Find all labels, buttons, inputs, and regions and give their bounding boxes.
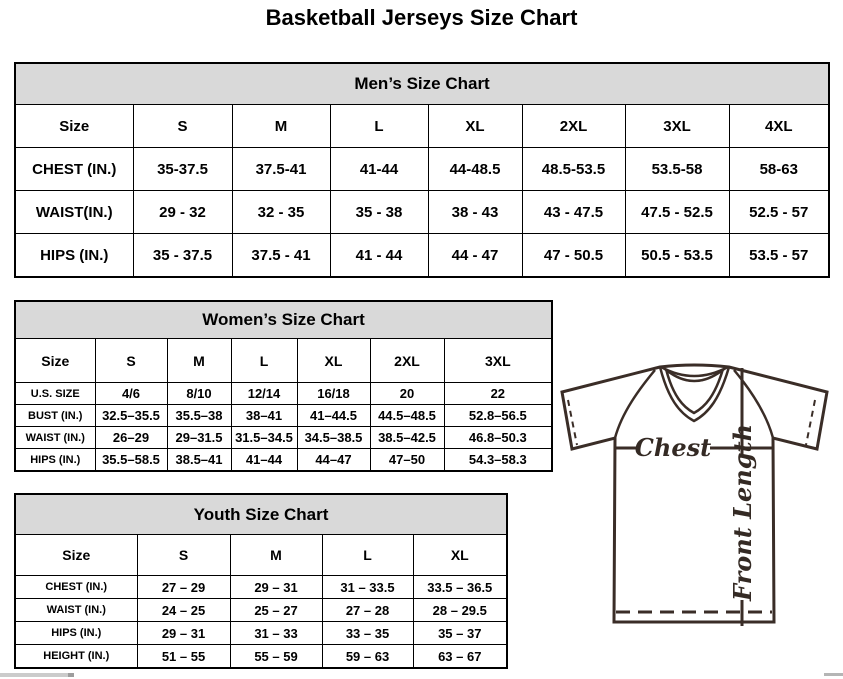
size-column-label: Size	[15, 535, 137, 576]
cell: 37.5-41	[232, 148, 330, 191]
cell: 50.5 - 53.5	[625, 234, 729, 278]
youth-size-table	[14, 493, 508, 669]
cell: 12/14	[231, 383, 297, 405]
cell: 53.5-58	[625, 148, 729, 191]
cell: 35 - 38	[330, 191, 428, 234]
col-header-4xl: 4XL	[729, 105, 829, 148]
cell: 31.5–34.5	[231, 427, 297, 449]
scrollbar-fragment-right	[824, 673, 843, 676]
cell: 38.5–41	[167, 449, 231, 472]
cell: 27 – 28	[322, 599, 413, 622]
cell: 29 – 31	[230, 576, 322, 599]
col-header-xl: XL	[297, 339, 370, 383]
cell: 8/10	[167, 383, 231, 405]
table-row	[15, 449, 552, 472]
col-header-3xl: 3XL	[625, 105, 729, 148]
cell: 48.5-53.5	[522, 148, 625, 191]
cell: 44-48.5	[428, 148, 522, 191]
col-header-s: S	[137, 535, 230, 576]
table-header-row	[15, 494, 507, 535]
cell: 26–29	[95, 427, 167, 449]
cell: 35 – 37	[413, 622, 507, 645]
col-header-3xl: 3XL	[444, 339, 552, 383]
col-header-m: M	[230, 535, 322, 576]
cell: 41-44	[330, 148, 428, 191]
col-header-2xl: 2XL	[522, 105, 625, 148]
cell: 51 – 55	[137, 645, 230, 669]
cell: 27 – 29	[137, 576, 230, 599]
mens-size-table	[14, 62, 830, 278]
mens-table-title: Men’s Size Chart	[15, 63, 829, 105]
horizontal-scrollbar-thumb-end[interactable]	[68, 673, 74, 677]
table-row	[15, 427, 552, 449]
cell: 22	[444, 383, 552, 405]
cell: 46.8–50.3	[444, 427, 552, 449]
cell: 25 – 27	[230, 599, 322, 622]
row-label-waist: WAIST(IN.)	[15, 191, 133, 234]
cell: 35.5–38	[167, 405, 231, 427]
cell: 44.5–48.5	[370, 405, 444, 427]
row-label-hips: HIPS (IN.)	[15, 449, 95, 472]
table-row	[15, 148, 829, 191]
cell: 54.3–58.3	[444, 449, 552, 472]
cell: 43 - 47.5	[522, 191, 625, 234]
row-label-bust: BUST (IN.)	[15, 405, 95, 427]
youth-size-header-row	[15, 535, 507, 576]
cell: 35 - 37.5	[133, 234, 232, 278]
table-row	[15, 599, 507, 622]
col-header-l: L	[330, 105, 428, 148]
cell: 32.5–35.5	[95, 405, 167, 427]
cell: 58-63	[729, 148, 829, 191]
cell: 32 - 35	[232, 191, 330, 234]
cell: 59 – 63	[322, 645, 413, 669]
cell: 44–47	[297, 449, 370, 472]
cell: 31 – 33.5	[322, 576, 413, 599]
row-label-hips: HIPS (IN.)	[15, 234, 133, 278]
cell: 37.5 - 41	[232, 234, 330, 278]
cell: 55 – 59	[230, 645, 322, 669]
table-row	[15, 576, 507, 599]
horizontal-scrollbar-thumb[interactable]	[0, 673, 68, 677]
cell: 29 – 31	[137, 622, 230, 645]
cell: 28 – 29.5	[413, 599, 507, 622]
cell: 20	[370, 383, 444, 405]
jersey-measurement-diagram-icon	[552, 360, 832, 660]
cell: 41–44.5	[297, 405, 370, 427]
size-column-label: Size	[15, 339, 95, 383]
cell: 4/6	[95, 383, 167, 405]
jersey-outline	[562, 365, 827, 622]
row-label-height: HEIGHT (IN.)	[15, 645, 137, 669]
table-row	[15, 622, 507, 645]
page-title: Basketball Jerseys Size Chart	[265, 5, 578, 30]
cell: 41 - 44	[330, 234, 428, 278]
size-column-label: Size	[15, 105, 133, 148]
table-header-row	[15, 301, 552, 339]
cell: 33.5 – 36.5	[413, 576, 507, 599]
cell: 35-37.5	[133, 148, 232, 191]
mens-size-header-row	[15, 105, 829, 148]
row-label-waist: WAIST (IN.)	[15, 599, 137, 622]
womens-size-table	[14, 300, 553, 472]
cell: 41–44	[231, 449, 297, 472]
col-header-xl: XL	[428, 105, 522, 148]
cell: 38–41	[231, 405, 297, 427]
cell: 47 - 50.5	[522, 234, 625, 278]
table-row	[15, 383, 552, 405]
cell: 38 - 43	[428, 191, 522, 234]
front-length-label: Front Length	[728, 423, 757, 601]
table-row	[15, 405, 552, 427]
cell: 31 – 33	[230, 622, 322, 645]
womens-size-header-row	[15, 339, 552, 383]
row-label-hips: HIPS (IN.)	[15, 622, 137, 645]
cell: 34.5–38.5	[297, 427, 370, 449]
col-header-m: M	[232, 105, 330, 148]
cell: 63 – 67	[413, 645, 507, 669]
table-row	[15, 234, 829, 278]
cell: 47.5 - 52.5	[625, 191, 729, 234]
womens-table-title: Women’s Size Chart	[15, 301, 552, 339]
col-header-l: L	[231, 339, 297, 383]
cell: 29–31.5	[167, 427, 231, 449]
cell: 38.5–42.5	[370, 427, 444, 449]
chest-label: Chest	[634, 433, 712, 462]
col-header-s: S	[133, 105, 232, 148]
col-header-m: M	[167, 339, 231, 383]
row-label-us-size: U.S. SIZE	[15, 383, 95, 405]
row-label-waist: WAIST (IN.)	[15, 427, 95, 449]
cell: 52.8–56.5	[444, 405, 552, 427]
cell: 52.5 - 57	[729, 191, 829, 234]
table-header-row	[15, 63, 829, 105]
col-header-xl: XL	[413, 535, 507, 576]
row-label-chest: CHEST (IN.)	[15, 576, 137, 599]
cell: 47–50	[370, 449, 444, 472]
cell: 35.5–58.5	[95, 449, 167, 472]
table-row	[15, 191, 829, 234]
row-label-chest: CHEST (IN.)	[15, 148, 133, 191]
cell: 29 - 32	[133, 191, 232, 234]
cell: 24 – 25	[137, 599, 230, 622]
col-header-2xl: 2XL	[370, 339, 444, 383]
cell: 33 – 35	[322, 622, 413, 645]
cell: 16/18	[297, 383, 370, 405]
col-header-l: L	[322, 535, 413, 576]
cell: 53.5 - 57	[729, 234, 829, 278]
table-row	[15, 645, 507, 669]
col-header-s: S	[95, 339, 167, 383]
cell: 44 - 47	[428, 234, 522, 278]
youth-table-title: Youth Size Chart	[15, 494, 507, 535]
